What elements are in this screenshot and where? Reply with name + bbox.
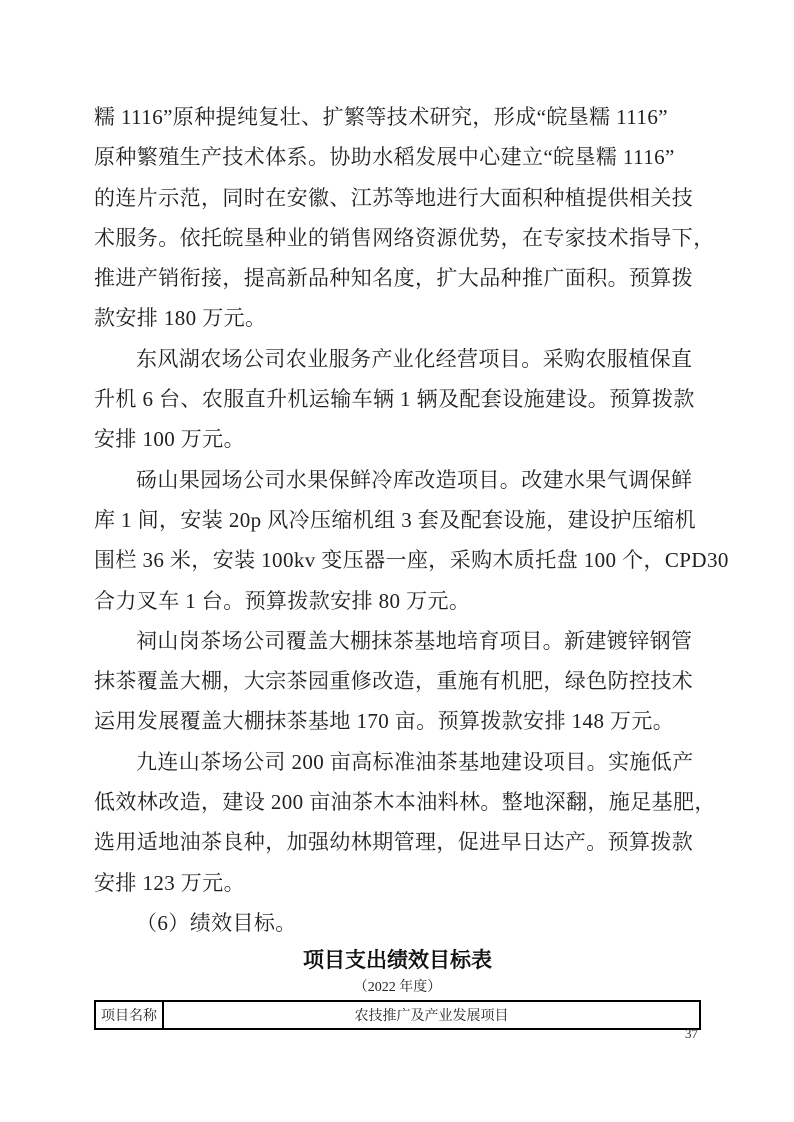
body-text-line: 祠山岗茶场公司覆盖大棚抹茶基地培育项目。新建镀锌钢管 — [136, 628, 693, 653]
body-text-line: 运用发展覆盖大棚抹茶基地 170 亩。预算拨款安排 148 万元。 — [94, 709, 675, 734]
body-text-line: 围栏 36 米，安装 100kv 变压器一座，采购木质托盘 100 个，CPD30 — [94, 548, 729, 573]
table-cell-project-name-label: 项目名称 — [95, 1001, 163, 1029]
body-text-line: 术服务。依托皖垦种业的销售网络资源优势，在专家技术指导下， — [94, 225, 715, 250]
body-text-line: 推进产销衔接，提高新品种知名度，扩大品种推广面积。预算拨 — [94, 266, 694, 291]
body-text-line: 九连山茶场公司 200 亩高标准油茶基地建设项目。实施低产 — [136, 749, 694, 774]
page-number: 37 — [685, 1026, 698, 1041]
body-text-line: 库 1 间，安装 20p 风冷压缩机组 3 套及配套设施，建设护压缩机 — [94, 507, 696, 532]
body-text-line: 安排 100 万元。 — [94, 427, 245, 452]
body-text-line: 升机 6 台、农服直升机运输车辆 1 辆及配套设施建设。预算拨款 — [94, 387, 695, 412]
body-text-line: 抹茶覆盖大棚，大宗茶园重修改造，重施有机肥，绿色防控技术 — [94, 669, 694, 694]
performance-target-table — [94, 1000, 701, 1030]
performance-table-title: 项目支出绩效目标表 — [303, 948, 492, 973]
body-text-line: 糯 1116”原种提纯复壮、扩繁等技术研究，形成“皖垦糯 1116” — [94, 105, 668, 129]
body-text-line: 款安排 180 万元。 — [94, 306, 267, 331]
body-text-line: 合力叉车 1 台。预算拨款安排 80 万元。 — [94, 588, 471, 613]
document-body — [94, 97, 729, 943]
body-text-line: 低效林改造，建设 200 亩油茶木本油料林。整地深翻，施足基肥， — [94, 790, 716, 815]
body-text-line: 选用适地油茶良种，加强幼林期管理，促进早日达产。预算拨款 — [94, 830, 694, 855]
performance-table-year: （2022 年度） — [353, 980, 442, 996]
body-text-line: （6）绩效目标。 — [136, 910, 297, 935]
table-row — [95, 1001, 700, 1029]
body-text-line: 东风湖农场公司农业服务产业化经营项目。采购农服植保直 — [136, 346, 693, 371]
body-text-line: 原种繁殖生产技术体系。协助水稻发展中心建立“皖垦糯 1116” — [94, 145, 675, 170]
body-text-line: 安排 123 万元。 — [94, 870, 245, 895]
body-text-line: 砀山果园场公司水果保鲜冷库改造项目。改建水果气调保鲜 — [136, 467, 693, 492]
body-text-line: 的连片示范，同时在安徽、江苏等地进行大面积种植提供相关技 — [94, 185, 694, 210]
table-cell-project-name-value: 农技推广及产业发展项目 — [163, 1001, 700, 1029]
